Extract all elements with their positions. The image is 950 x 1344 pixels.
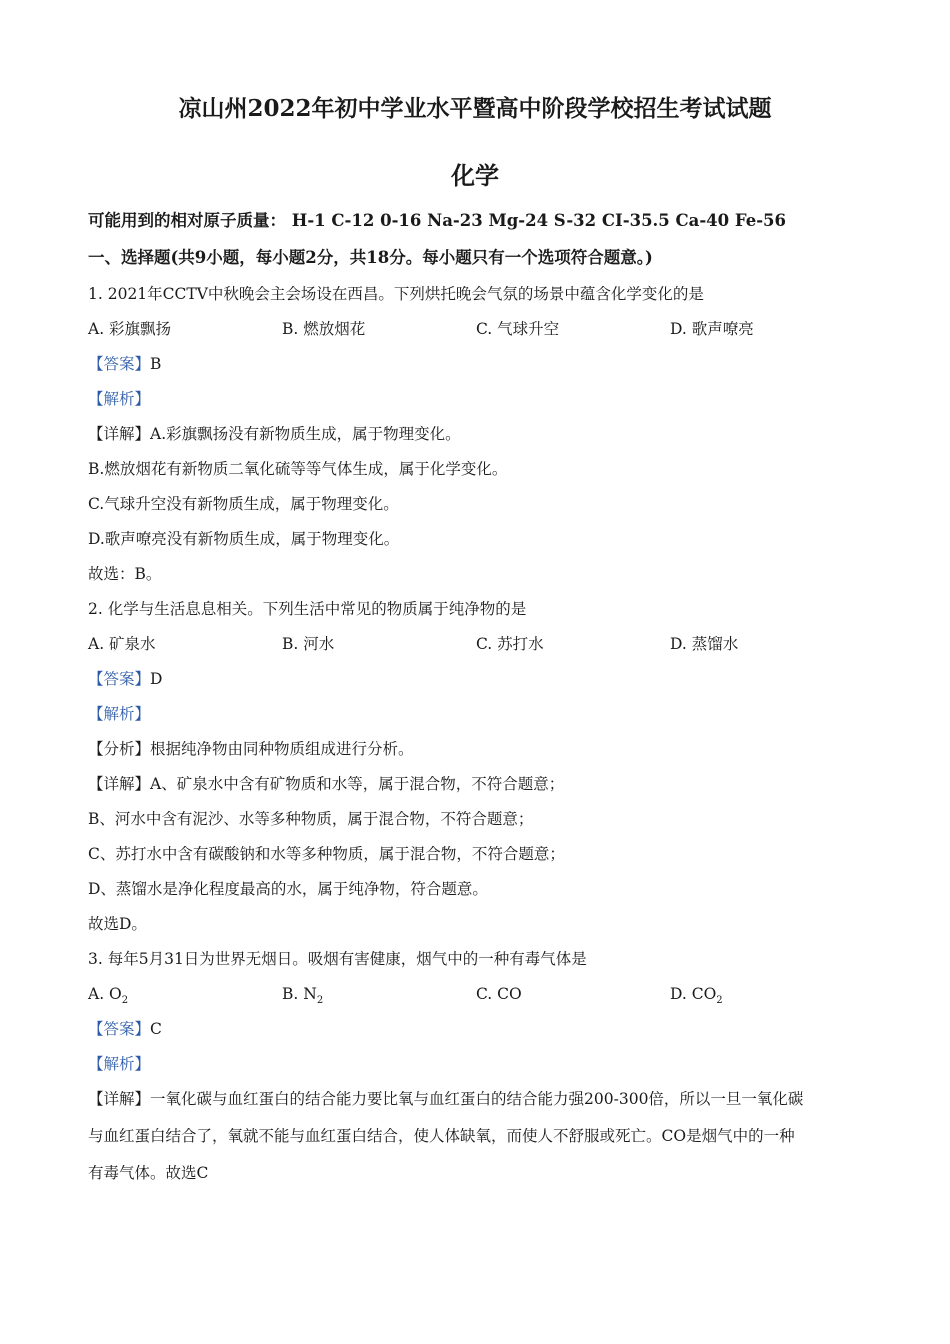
option-text: B. N [282,985,317,1003]
detail-tag: 【详解】 [88,425,151,443]
exam-title: 凉山州2022年初中学业水平暨高中阶段学校招生考试试题 [178,95,772,122]
q2-option-a: A. 矿泉水 [88,635,156,653]
q3-option-c [476,983,522,1012]
q2-analysis-tag: 【解析】 [88,705,151,723]
q1-option-c: C. 气球升空 [476,320,560,338]
q3-option-a [88,983,128,1012]
subscript: 2 [121,995,129,1007]
q3-detail-line [88,1088,878,1110]
question-1-stem: 1. 2021年CCTV中秋晚会主会场设在西昌。下列烘托晚会气氛的场景中蕴含化学变化的是 [88,285,704,303]
detail-text: A、矿泉水中含有矿物质和水等，属于混合物，不符合题意； [150,775,565,793]
q1-analysis-tag: 【解析】 [88,390,151,408]
subject-title: 化学 [451,161,499,190]
q1-detail-line: B.燃放烟花有新物质二氧化硫等等气体生成，属于化学变化。 [88,460,508,478]
q1-detail-line [88,423,878,445]
q2-detail-line: B、河水中含有泥沙、水等多种物质，属于混合物，不符合题意； [88,810,534,828]
q3-answer [88,1018,878,1040]
answer-tag: 【答案】 [88,1020,151,1038]
option-text: A. O [88,985,122,1003]
q2-option-c: C. 苏打水 [476,635,544,653]
q3-detail-line: 与血红蛋白结合了，氧就不能与血红蛋白结合，使人体缺氧，而使人不舒服或死亡。CO是烟气中的一种 [88,1127,795,1145]
q1-option-b: B. 燃放烟花 [282,320,366,338]
q2-answer [88,668,878,690]
q3-option-b [282,983,323,1012]
q1-conclusion: 故选：B。 [88,565,162,583]
detail-text: A.彩旗飘扬没有新物质生成，属于物理变化。 [150,425,461,443]
q3-option-d [670,983,723,1012]
q2-conclusion: 故选D。 [88,915,147,933]
option-text: C. CO [476,985,522,1003]
q3-detail-line: 有毒气体。故选C [88,1164,209,1182]
subscript: 2 [316,995,324,1007]
detail-tag: 【详解】 [88,775,151,793]
subscript: 2 [716,995,723,1007]
q2-detail-line: D、蒸馏水是净化程度最高的水，属于纯净物，符合题意。 [88,880,488,898]
detail-tag: 【详解】 [88,1090,151,1108]
q1-option-d: D. 歌声嘹亮 [670,320,754,338]
q1-option-a: A. 彩旗飘扬 [88,320,172,338]
option-text: D. CO [670,985,717,1003]
q2-fenxi-line [88,738,878,760]
q3-analysis-tag: 【解析】 [88,1055,151,1073]
atomic-masses: 可能用到的相对原子质量： H-1 C-12 0-16 Na-23 Mg-24 S-32 CI-35.5 Ca-40 Fe-56 [88,211,787,230]
q1-detail-line: C.气球升空没有新物质生成，属于物理变化。 [88,495,399,513]
answer-value: C [150,1020,162,1038]
q1-answer [88,353,878,375]
answer-tag: 【答案】 [88,355,151,373]
q2-option-d: D. 蒸馏水 [670,635,739,653]
q2-detail-line: C、苏打水中含有碳酸钠和水等多种物质，属于混合物，不符合题意； [88,845,565,863]
answer-value: D [150,670,163,688]
question-3-stem: 3. 每年5月31日为世界无烟日。吸烟有害健康，烟气中的一种有毒气体是 [88,950,587,968]
answer-value: B [150,355,162,373]
q1-detail-line: D.歌声嘹亮没有新物质生成，属于物理变化。 [88,530,400,548]
section-heading: 一、选择题(共9小题，每小题2分，共18分。每小题只有一个选项符合题意。) [88,248,653,267]
q2-option-b: B. 河水 [282,635,335,653]
q2-detail-line [88,773,878,795]
question-2-stem: 2. 化学与生活息息相关。下列生活中常见的物质属于纯净物的是 [88,600,527,618]
answer-tag: 【答案】 [88,670,151,688]
fenxi-text: 根据纯净物由同种物质组成进行分析。 [150,740,414,758]
fenxi-tag: 【分析】 [88,740,151,758]
detail-text: 一氧化碳与血红蛋白的结合能力要比氧与血红蛋白的结合能力强200-300倍，所以一旦一氧化碳 [150,1090,804,1108]
